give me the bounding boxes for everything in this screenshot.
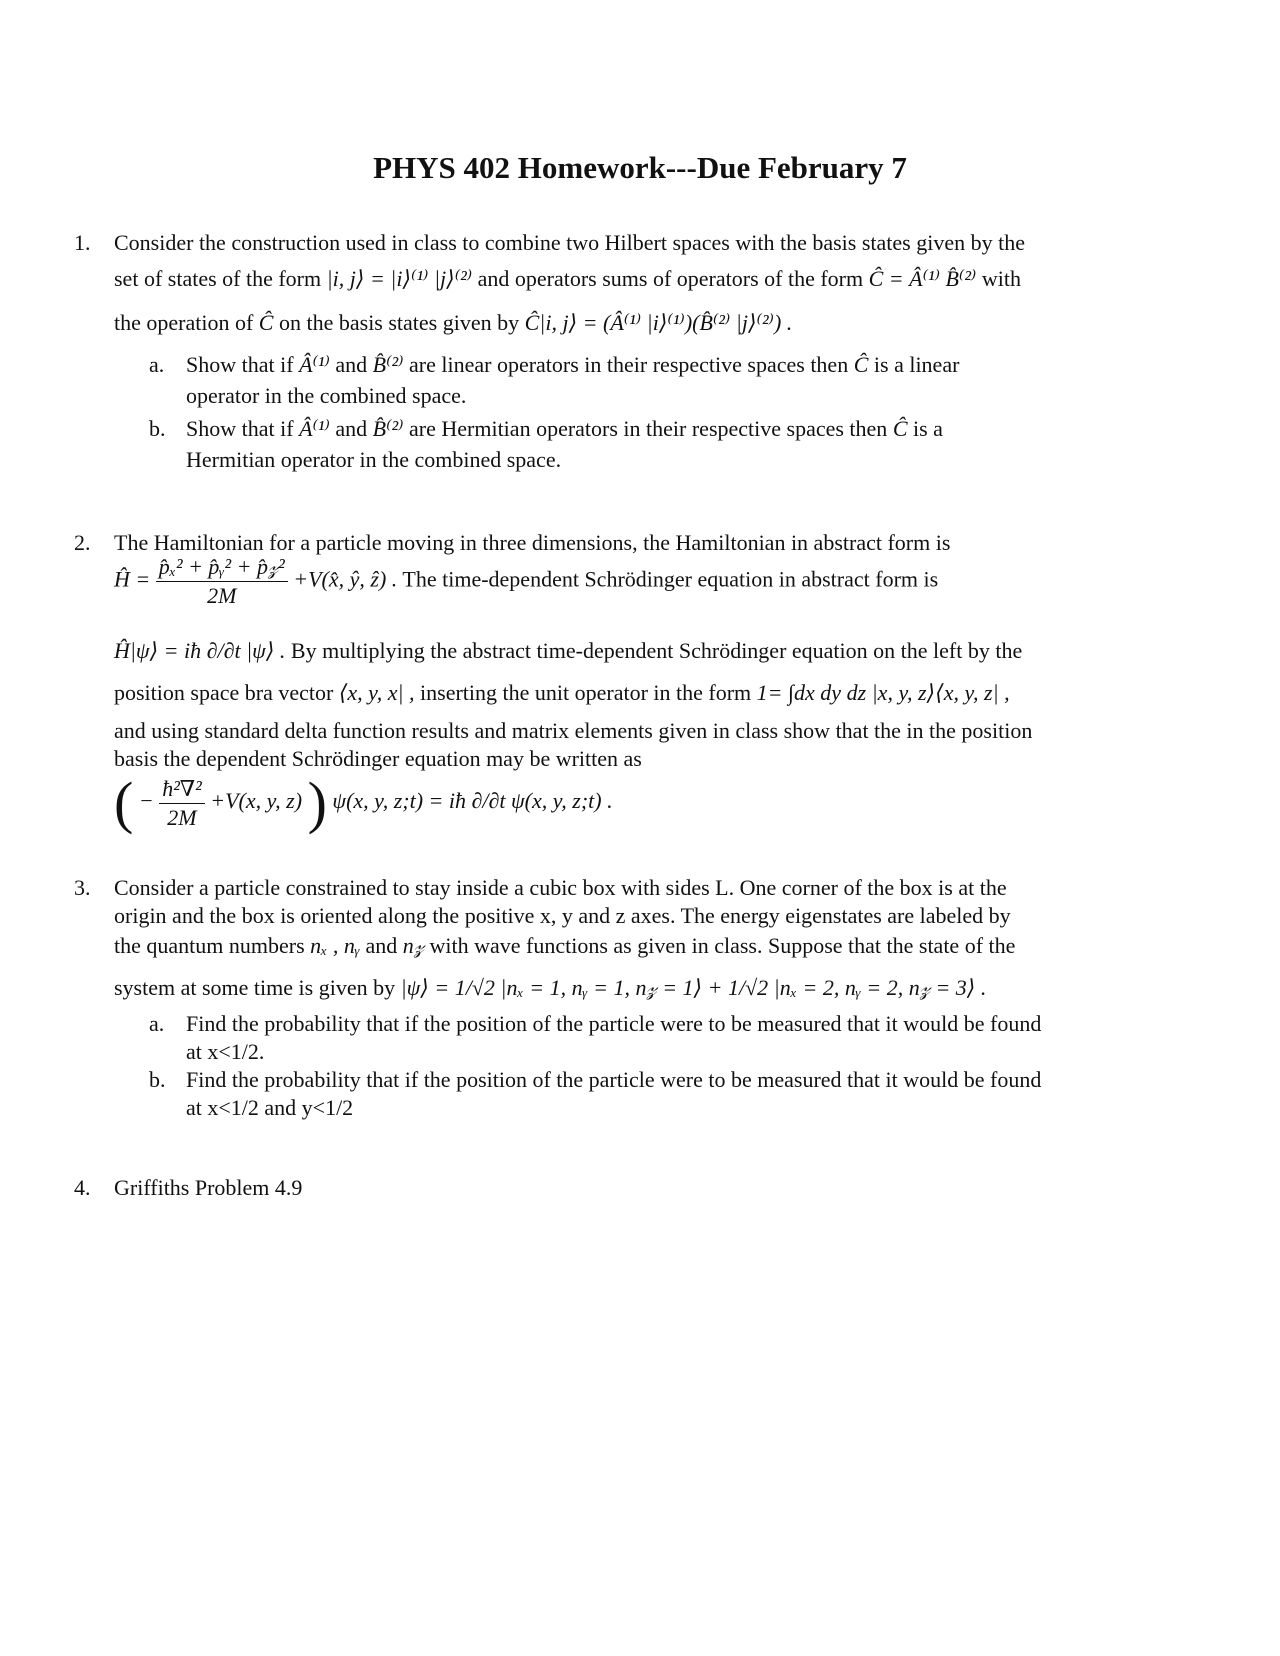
equation: Ĉ|i, j⟩ = (Â⁽¹⁾ |i⟩⁽¹⁾)(B̂⁽²⁾ |j⟩⁽²⁾) . (524, 310, 793, 335)
equation: n𝓏 (402, 933, 424, 958)
problem-text-line: Consider the construction used in class to combine two Hilbert spaces with the basis states given by the (114, 230, 1025, 255)
fraction (156, 556, 288, 607)
problem-number: 1. (74, 230, 91, 255)
equation: − (138, 788, 154, 814)
text-fragment: and (365, 933, 398, 958)
operator: B̂⁽²⁾ (372, 416, 404, 441)
problem-text-line: operator in the combined space. (186, 383, 467, 408)
problem-1 (74, 230, 1174, 480)
operator: Ĉ (892, 416, 908, 441)
text-fragment: Show that if (186, 352, 294, 377)
operator: B̂⁽²⁾ (372, 352, 404, 377)
fraction (159, 775, 205, 830)
left-paren: ( (114, 770, 134, 835)
equation: Ĥ = (114, 566, 151, 592)
equation: Ĥ|ψ⟩ = iħ ∂/∂t |ψ⟩ . (114, 638, 286, 663)
problem-text-line: Find the probability that if the position of the particle were to be measured that it would be found (186, 1067, 1042, 1092)
sub-letter: b. (149, 1067, 166, 1092)
text-fragment: and (335, 352, 368, 377)
problem-text-line: at x<1/2 and y<1/2 (186, 1095, 354, 1120)
problem-text-line: and using standard delta function results and matrix elements given in class show that the in the position (114, 718, 1033, 743)
equation: |i, j⟩ = |i⟩⁽¹⁾ |j⟩⁽²⁾ (326, 266, 473, 291)
operator: Â⁽¹⁾ (299, 352, 330, 377)
problem-number: 2. (74, 530, 91, 555)
text-fragment: is a linear (873, 352, 960, 377)
equation: 1= ∫dx dy dz |x, y, z⟩⟨x, y, z| , (756, 680, 1010, 705)
fraction-numerator: ħ²∇² (159, 778, 205, 804)
text-fragment: with (981, 266, 1021, 291)
text-fragment: By multiplying the abstract time-dependent Schrödinger equation on the left by the (290, 638, 1023, 663)
problem-text-line (114, 310, 792, 336)
equation: ψ(x, y, z;t) = iħ ∂/∂t ψ(x, y, z;t) . (332, 788, 613, 814)
text-fragment: and operators sums of operators of the form (477, 266, 864, 291)
problem-number: 4. (74, 1175, 91, 1200)
text-fragment: and (335, 416, 368, 441)
problem-3 (74, 875, 1174, 1125)
problem-text-line: Find the probability that if the position of the particle were to be measured that it would be found (186, 1011, 1042, 1036)
problem-text-line (186, 352, 959, 378)
equation: +V(x̂, ŷ, ẑ) . (293, 566, 398, 592)
sub-letter: a. (149, 1011, 165, 1036)
problem-text-line (114, 266, 1021, 292)
fraction-denominator: 2M (207, 583, 237, 608)
text-fragment: Show that if (186, 416, 294, 441)
problem-text-line: Consider a particle constrained to stay inside a cubic box with sides L. One corner of the box is at the (114, 875, 1007, 900)
text-fragment: are Hermitian operators in their respective spaces then (409, 416, 888, 441)
problem-text-line (186, 416, 943, 442)
problem-number: 3. (74, 875, 91, 900)
sub-letter: b. (149, 416, 166, 441)
equation: Ĉ = Â⁽¹⁾ B̂⁽²⁾ (868, 266, 977, 291)
problem-text-line (114, 638, 1022, 664)
problem-text-line: The Hamiltonian for a particle moving in three dimensions, the Hamiltonian in abstract form is (114, 530, 951, 555)
equation: +V(x, y, z) (210, 788, 303, 814)
text-fragment: The time-dependent Schrödinger equation in abstract form is (402, 566, 939, 592)
text-fragment: are linear operators in their respective spaces then (409, 352, 849, 377)
fraction-denominator: 2M (167, 804, 197, 830)
problem-text-line (114, 933, 1015, 959)
text-fragment: on the basis states given by (278, 310, 520, 335)
equation: nₓ , nᵧ (310, 933, 360, 958)
text-fragment: set of states of the form (114, 266, 322, 291)
fraction-numerator: p̂ₓ² + p̂ᵧ² + p̂𝓏² (156, 556, 288, 582)
equation: ⟨x, y, x| , (338, 680, 415, 705)
text-fragment: inserting the unit operator in the form (420, 680, 752, 705)
problem-text-line: basis the dependent Schrödinger equation may be written as (114, 746, 642, 771)
problem-text-line (114, 975, 986, 1001)
text-fragment: system at some time is given by (114, 975, 396, 1000)
operator: Ĉ (853, 352, 869, 377)
text-fragment: with wave functions as given in class. Suppose that the state of the (429, 933, 1016, 958)
operator: Ĉ (258, 310, 274, 335)
right-paren: ) (307, 770, 327, 835)
problem-2 (74, 530, 1174, 860)
sub-letter: a. (149, 352, 165, 377)
schrodinger-position-equation (114, 770, 613, 835)
problem-text-line: at x<1/2. (186, 1039, 265, 1064)
text-fragment: the operation of (114, 310, 254, 335)
text-fragment: the quantum numbers (114, 933, 305, 958)
page-title: PHYS 402 Homework---Due February 7 (373, 150, 907, 185)
problem-text-line: Hermitian operator in the combined space. (186, 447, 562, 472)
problem-4 (74, 1175, 1174, 1215)
hamiltonian-line (114, 556, 938, 607)
text-fragment: position space bra vector (114, 680, 334, 705)
text-fragment: is a (913, 416, 943, 441)
problem-text-line: Griffiths Problem 4.9 (114, 1175, 303, 1200)
problem-text-line: origin and the box is oriented along the positive x, y and z axes. The energy eigenstates are labeled by (114, 903, 1011, 928)
operator: Â⁽¹⁾ (299, 416, 330, 441)
equation: |ψ⟩ = 1/√2 |nₓ = 1, nᵧ = 1, n𝓏 = 1⟩ + 1/√2 |nₓ = 2, nᵧ = 2, n𝓏 = 3⟩ . (400, 975, 987, 1000)
problem-text-line (114, 680, 1010, 706)
